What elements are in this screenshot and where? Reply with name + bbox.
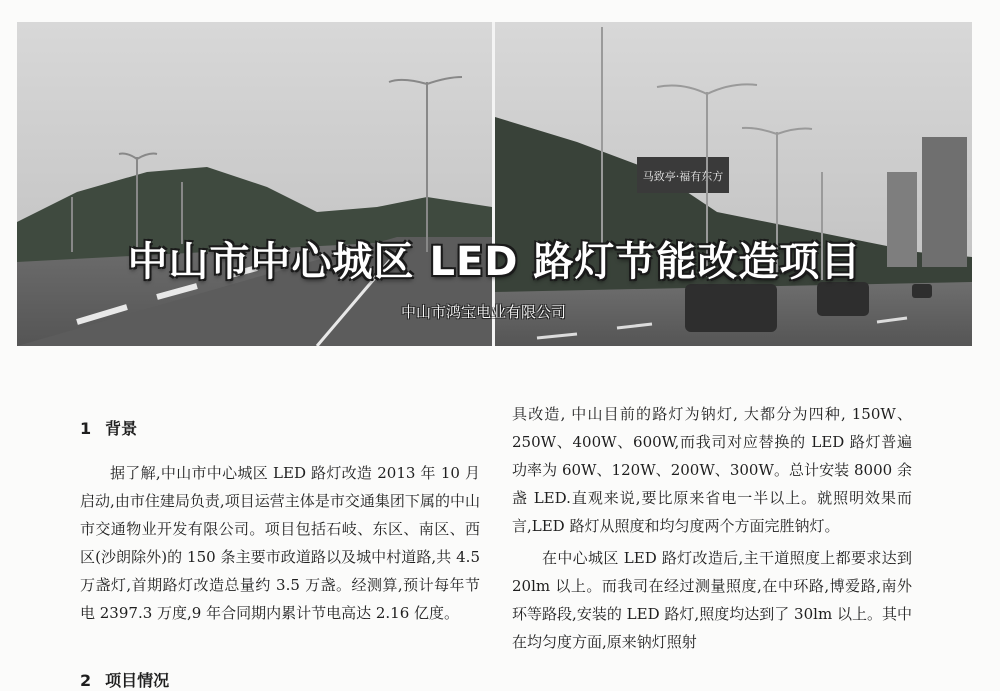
- section-1-title: 背景: [105, 419, 138, 438]
- section-2-heading: [80, 668, 169, 691]
- billboard-text: 马致亭·福有东方: [642, 170, 724, 183]
- section-2-title: 项目情况: [105, 671, 170, 690]
- road-scene-illustration: [17, 22, 972, 346]
- right-paragraph-1: 具改造, 中山目前的路灯为钠灯, 大都分为四种, 150W、250W、400W、600W,而我司对应替换的 LED 路灯普遍功率为 60W、120W、200W、300W。总计安装 8000 余盏 LED.直观来说,要比原来省电一半以上。就照明效果而言,LED 路灯从照度和均匀度两个方面完胜钠灯。: [512, 405, 912, 535]
- right-column: [512, 400, 912, 656]
- section-1-paragraph: 据了解,中山市中心城区 LED 路灯改造 2013 年 10 月启动,由市住建局负责,项目运营主体是市交通集团下属的中山市交通物业开发有限公司。项目包括石岐、东区、南区、西区(沙朗除外)的 150 条主要市政道路以及城中村道路,共 4.5 万盏灯,首期路灯改造总量约 3.5 万盏。经测算,预计每年节电 2397.3 万度,9 年合同期内累计节电高达 2.16 亿度。: [80, 464, 480, 622]
- section-1-number: 1: [80, 419, 92, 438]
- banner-photo: [17, 22, 972, 346]
- section-1-heading: [80, 415, 480, 443]
- banner-title: 中山市中心城区 LED 路灯节能改造项目: [127, 239, 862, 285]
- banner-company-credit: 中山市鸿宝电业有限公司: [401, 303, 567, 321]
- right-paragraph-2: 在中心城区 LED 路灯改造后,主干道照度上都要求达到 20lm 以上。而我司在经过测量照度,在中环路,博爱路,南外环等路段,安装的 LED 路灯,照度均达到了 30lm 以上。其中在均匀度方面,原来钠灯照射: [512, 549, 912, 651]
- section-2-number: 2: [80, 671, 92, 690]
- left-column: [80, 415, 480, 627]
